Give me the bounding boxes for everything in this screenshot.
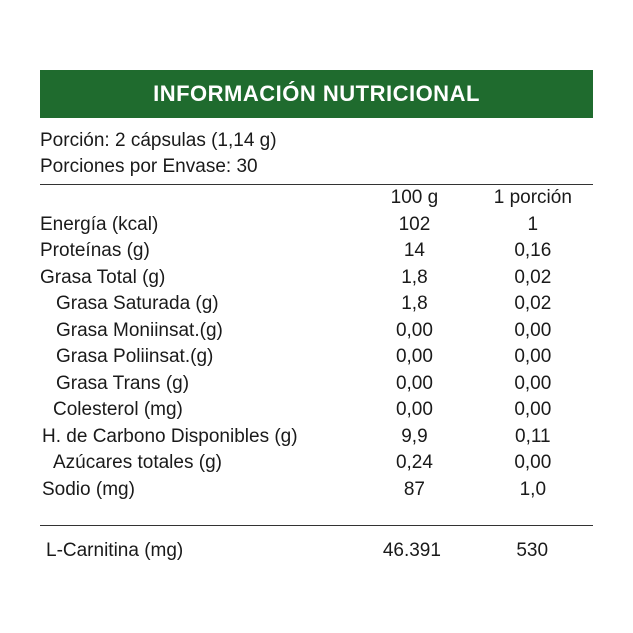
row-value-100g: 0,24 — [395, 452, 433, 474]
serving-info — [40, 128, 593, 180]
row-value-100g: 14 — [403, 240, 425, 262]
row-value-100g: 1,8 — [401, 293, 428, 315]
row-label: H. de Carbono Disponibles (g) — [42, 425, 298, 447]
row-value-100g: 0,00 — [395, 399, 433, 421]
row-value-portion: 0,02 — [514, 293, 552, 315]
column-header-portion: 1 porción — [493, 187, 572, 209]
row-label: Grasa Moniinsat.(g) — [56, 319, 223, 341]
row-label: Energía (kcal) — [40, 213, 159, 235]
row-value-portion: 0,00 — [514, 399, 552, 421]
row-label: Grasa Total (g) — [40, 266, 166, 288]
divider-bottom — [40, 525, 593, 526]
column-header-nutrient — [40, 185, 356, 212]
row-value-100g: 0,00 — [395, 319, 433, 341]
table-row — [40, 265, 593, 292]
row-value-portion: 0,02 — [514, 266, 552, 288]
portion-size: Porción: 2 cápsulas (1,14 g) — [40, 130, 277, 151]
row-value-portion: 0,11 — [515, 425, 551, 447]
row-value-portion: 530 — [516, 540, 549, 562]
row-label: Grasa Trans (g) — [56, 372, 190, 394]
row-label: Colesterol (mg) — [53, 399, 183, 421]
table-row — [40, 212, 593, 239]
table-row — [40, 397, 593, 424]
column-header-100g: 100 g — [390, 187, 439, 209]
nutrition-panel — [40, 70, 593, 565]
row-value-100g: 46.391 — [382, 540, 441, 562]
row-label: Azúcares totales (g) — [53, 452, 222, 474]
row-label: Grasa Saturada (g) — [56, 293, 219, 315]
extra-nutrient-table — [40, 538, 593, 565]
row-label: Grasa Poliinsat.(g) — [56, 346, 214, 368]
table-row — [40, 450, 593, 477]
nutrition-table — [40, 185, 593, 503]
table-row — [40, 291, 593, 318]
row-value-100g: 9,9 — [401, 425, 428, 447]
row-value-100g: 0,00 — [395, 372, 433, 394]
row-label: Sodio (mg) — [42, 478, 135, 500]
row-value-100g: 102 — [398, 213, 431, 235]
servings-per-container: Porciones por Envase: 30 — [40, 156, 258, 177]
row-value-portion: 0,00 — [514, 346, 552, 368]
row-value-portion: 1,0 — [519, 478, 547, 500]
row-value-portion: 0,00 — [514, 319, 552, 341]
table-row — [40, 238, 593, 265]
row-value-portion: 1 — [527, 213, 539, 235]
row-value-100g: 0,00 — [395, 346, 433, 368]
row-value-portion: 0,00 — [514, 372, 552, 394]
table-row — [40, 344, 593, 371]
row-label: Proteínas (g) — [40, 240, 150, 262]
table-row — [40, 477, 593, 504]
table-row — [40, 318, 593, 345]
table-row — [40, 371, 593, 398]
row-value-portion: 0,16 — [514, 240, 552, 262]
row-label: L-Carnitina (mg) — [46, 540, 184, 562]
nutrition-header — [40, 70, 593, 118]
nutrition-title: INFORMACIÓN NUTRICIONAL — [153, 81, 480, 106]
row-value-100g: 1,8 — [401, 266, 428, 288]
row-value-portion: 0,00 — [514, 452, 552, 474]
table-header-row — [40, 185, 593, 212]
table-row — [40, 538, 593, 565]
row-value-100g: 87 — [403, 478, 425, 500]
table-row — [40, 424, 593, 451]
